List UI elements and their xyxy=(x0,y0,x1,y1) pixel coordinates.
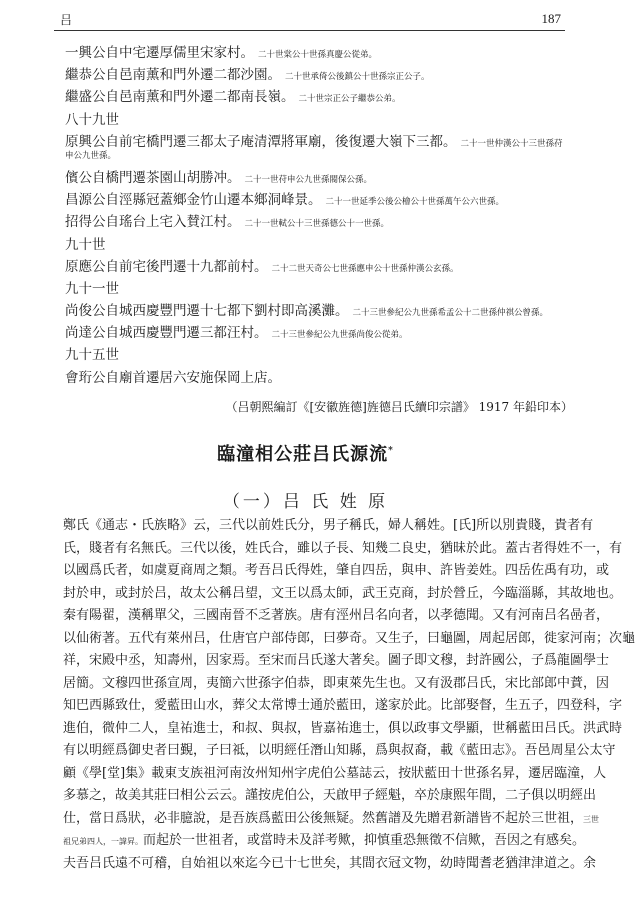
entry-line xyxy=(65,131,565,153)
entry-text: 昌源公自涇縣冠蓋鄉金竹山遷本鄉洞峰景。 xyxy=(65,192,322,209)
entry-note: 二十一世苻申公九世孫閥保公孫。 xyxy=(244,174,373,185)
entry-line xyxy=(65,211,565,233)
entry-note: 二十世承倚公後鎮公十世孫宗正公子。 xyxy=(285,72,430,83)
entry-line xyxy=(65,278,565,300)
entry-line xyxy=(65,189,565,211)
entry-text: 一興公自中宅遷厚儒里宋家村。 xyxy=(65,45,254,61)
entry-text: 會珩公自廟首遷居六安施保岡上店。 xyxy=(65,369,281,386)
paragraph-line: 進伯，微仲二人，皇祐進士，和叔、與叔，皆嘉祐進士，俱以政事文學顯，世稱藍田吕氏。洪武時 xyxy=(63,720,623,736)
paragraph-line: 以國爲氏者，如虞夏商周之類。考吾吕氏得姓，肇自四岳，與申、許皆姜姓。四岳佐禹有功，或 xyxy=(63,563,610,578)
entry-text: 原興公自前宅橋門遷三都太子庵清潭將軍廟，後復遷大嶺下三都。 xyxy=(65,133,457,150)
entry-note: 二十世棠公十世孫真慶公從弟。 xyxy=(258,50,378,60)
entry-line xyxy=(65,167,565,189)
entry-note: 申公九世孫。 xyxy=(65,150,117,161)
section-title-footnote-mark: * xyxy=(388,446,394,456)
entry-line xyxy=(65,256,565,278)
paragraph-line: 居簡。文穆四世孫宣周，夷簡六世孫字伯恭，即東萊先生也。又有汲郡吕氏，宋比部郎中蕡，因 xyxy=(63,675,610,691)
subsection-title: （一）吕 氏 姓 原 xyxy=(222,492,389,512)
entry-text: 儐公自橋門遷茶園山胡勝冲。 xyxy=(65,169,241,186)
inline-note: 祖兄弟四人，一諱昇。 xyxy=(63,837,143,846)
paragraph-line: 鄭氏《通志・氏族略》云，三代以前姓氏分，男子稱氏，婦人稱姓。[氏]所以別貴賤，貴者有 xyxy=(63,518,594,533)
body-text xyxy=(63,515,635,875)
paragraph-line: 夫吾吕氏遠不可稽，自始祖以來迄今已十七世矣，其間衣冠文物，幼時聞耆老猶津津道之。余 xyxy=(63,855,597,871)
paragraph-line: 祖兄弟四人，一諱昇。而起於一世祖者，或當時未及詳考歟，抑慎重恐無徵不信歟，吾因之有感矣。 xyxy=(63,833,586,848)
entry-line xyxy=(65,322,565,344)
paragraph-line: 秦有陽翟，漢稱單父，三國南晉不乏著族。唐有涇州吕名向者，以孝德聞。又有河南吕名喦者， xyxy=(63,608,610,623)
entry-line xyxy=(65,367,565,389)
entry-text: 尚達公自城西慶豐門遷三都汪村。 xyxy=(65,325,268,342)
entry-note: 二十世宗正公子繼恭公弟。 xyxy=(298,94,401,105)
paragraph-line: 顧《學[堂]集》載東支族祖河南汝州知州字虎伯公墓誌云，按狀藍田十世孫名昇，遷居臨潼，人 xyxy=(63,765,607,781)
entry-line xyxy=(65,109,565,131)
entry-text: 九十一世 xyxy=(65,280,119,297)
entry-note: 二十一世仲漢公十三世孫苻 xyxy=(460,138,563,149)
entry-line xyxy=(65,42,565,64)
page-number: 187 xyxy=(541,11,561,26)
section-title xyxy=(0,440,611,466)
running-header xyxy=(54,8,565,31)
paragraph-line: 以仙術著。五代有萊州吕，仕唐官户部侍郎，曰夢奇。又生子，曰龜圖，周起居郎，徙家河南；次龜 xyxy=(63,630,635,646)
entry-note: 二十二世天奇公七世孫應申公十世孫仲漢公玄孫。 xyxy=(271,263,459,274)
section-title-text: 臨潼相公莊吕氏源流 xyxy=(217,444,389,465)
paragraph-line: 仕，當日爲狀，必非臆說，是吾族爲藍田公後無疑。然舊譜及先贈君新譜皆不起於三世祖，三世 xyxy=(63,810,600,826)
entry-text: 尚俊公自城西慶豐門遷十七都下劉村即高溪灘。 xyxy=(65,303,349,320)
migration-entries xyxy=(65,42,565,389)
paragraph-line: 氏，賤者有名無氏。三代以後，姓氏合，雖以子長、知幾二良史，猶昧於此。蓋古者得姓不一，有 xyxy=(63,540,623,556)
entry-text: 繼恭公自邑南薰和門外遷二都沙園。 xyxy=(65,67,281,84)
paragraph-line: 祥，宋殿中丞，知壽州，因家焉。至宋而吕氏遂大著矣。圖子即文穆，封許國公，子爲龍圖學士 xyxy=(63,653,610,668)
entry-line xyxy=(65,86,565,108)
entry-note: 二十一世軾公十三世孫德公十一世孫。 xyxy=(244,219,390,230)
entry-text: 八十九世 xyxy=(65,111,119,128)
entry-text: 原應公自前宅後門遷十九都前村。 xyxy=(65,258,268,275)
entry-line xyxy=(65,234,565,256)
paragraph-line: 多慕之，故美其莊曰相公云云。謹按虎伯公，天啟甲子經魁，卒於康熙年間，二子俱以明經出 xyxy=(63,788,597,803)
entry-note: 二十三世參紀公九世孫希孟公十二世孫仲祺公曾孫。 xyxy=(352,308,549,319)
entry-text: 繼盛公自邑南薰和門外遷二都南長嶺。 xyxy=(65,89,295,106)
paragraph-line: 有以明經爲御史者曰覲，子曰祗，以明經任潛山知縣，爲與叔裔，載《藍田志》。吾邑周星公太守 xyxy=(63,743,616,758)
inline-note: 三世 xyxy=(583,814,600,824)
entry-line xyxy=(65,300,565,322)
paragraph-line: 知巴西縣致仕，愛藍田山水，葬父太常博士通於藍田，遂家於此。比部娶督，生五子，四登科，字 xyxy=(63,698,623,713)
entry-line xyxy=(65,344,565,366)
source-citation: （吕朝熙編訂《[安徽旌德]旌德吕氏續印宗譜》 1917 年鉛印本） xyxy=(225,400,573,414)
entry-note: 二十三世參紀公九世孫尚俊公從弟。 xyxy=(271,330,408,341)
entry-line xyxy=(65,64,565,86)
entry-text: 招得公自瑤台上宅入賛江村。 xyxy=(65,214,241,231)
entry-note: 二十一世延季公後公檜公十世孫萬午公六世孫。 xyxy=(325,197,505,208)
entry-text: 九十世 xyxy=(65,236,106,253)
entry-text: 九十五世 xyxy=(65,347,119,364)
running-head-title: 吕 xyxy=(60,13,73,27)
paragraph-line: 封於申，或封於吕，故太公稱吕望，文王以爲太師，武王克商，封於營丘，今臨淄縣，其故地也。 xyxy=(63,585,623,601)
